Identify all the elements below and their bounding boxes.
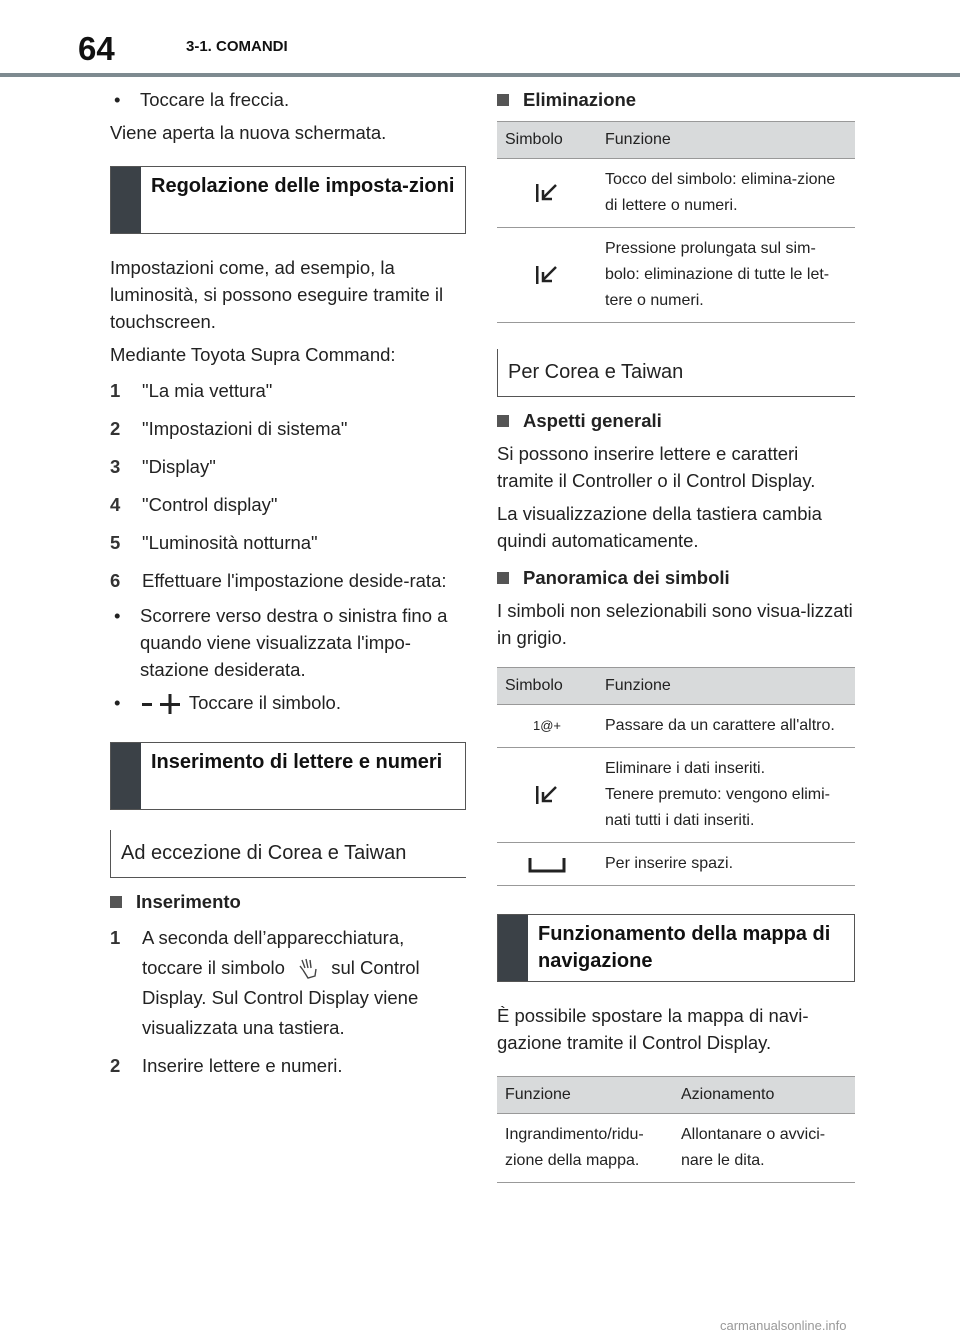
table-row: Tocco del simbolo: elimina-zione di lettere o numeri.: [497, 159, 855, 228]
page-header: [0, 0, 960, 78]
keyboard-hand-icon: [298, 958, 318, 980]
subsection-heading: Per Corea e Taiwan: [497, 349, 855, 397]
paragraph: Viene aperta la nuova schermata.: [110, 122, 387, 143]
paragraph: La visualizzazione della tastiera cambia quindi automaticamente.: [497, 503, 822, 551]
table-header: Azionamento: [673, 1077, 855, 1114]
delete-icon: [534, 264, 560, 286]
delete-icon: [534, 784, 560, 806]
section-heading: Regolazione delle imposta-zioni: [151, 175, 455, 197]
paragraph: Si possono inserire lettere e caratteri tramite il Controller o il Control Display.: [497, 443, 816, 491]
left-column: [110, 86, 466, 1081]
right-column: [497, 86, 855, 1183]
section-heading-box: [497, 914, 855, 982]
table-row: 1@+ Passare da un carattere all'altro.: [497, 705, 855, 748]
table-header: Funzione: [597, 122, 855, 159]
bullet-item: • Scorrere verso destra o sinistra fino a quando viene visualizzata l'impo-stazione desiderata.: [114, 605, 448, 680]
char-switch-icon: 1@+: [532, 718, 562, 733]
table-header: Simbolo: [497, 668, 597, 705]
bullet-item: • Toccare la freccia.: [114, 89, 290, 110]
table-header: Funzione: [497, 1077, 673, 1114]
subheading: Inserimento: [110, 888, 466, 915]
table-header: Simbolo: [497, 122, 597, 159]
minus-plus-icon: [140, 694, 184, 714]
step-item: 4 "Control display": [110, 494, 278, 515]
step-item: 2 "Impostazioni di sistema": [110, 418, 348, 439]
section-heading: Inserimento di lettere e numeri: [151, 751, 443, 773]
step-item: 2 Inserire lettere e numeri.: [110, 1055, 343, 1076]
subheading: Eliminazione: [497, 86, 855, 113]
step-item: 1 A seconda dell’apparecchiatura, toccare il simbolo sul Control Display. Sul Control Display viene visualizzata una tastiera.: [110, 927, 420, 1038]
symbol-table: [497, 121, 855, 323]
step-item: 1 "La mia vettura": [110, 380, 273, 401]
symbol-table: [497, 667, 855, 886]
table-row: Ingrandimento/ridu-zione della mappa. Allontanare o avvici-nare le dita.: [497, 1114, 855, 1183]
watermark: carmanualsonline.info: [720, 1318, 847, 1333]
section-heading-box: [110, 166, 466, 234]
subheading: Aspetti generali: [497, 407, 855, 434]
step-item: 5 "Luminosità notturna": [110, 532, 318, 553]
section-label: 3-1. COMANDI: [186, 38, 288, 55]
step-item: 6 Effettuare l'impostazione deside-rata:: [110, 570, 447, 591]
section-heading: Funzionamento della mappa di navigazione: [538, 923, 831, 972]
paragraph: È possibile spostare la mappa di navi-gazione tramite il Control Display.: [497, 1005, 809, 1053]
paragraph: Mediante Toyota Supra Command:: [110, 344, 396, 365]
subheading: Panoramica dei simboli: [497, 564, 855, 591]
table-row: Per inserire spazi.: [497, 843, 855, 886]
delete-icon: [534, 182, 560, 204]
page-number: 64: [78, 30, 115, 67]
function-table: [497, 1076, 855, 1183]
paragraph: I simboli non selezionabili sono visua-lizzati in grigio.: [497, 600, 853, 648]
section-heading-box: [110, 742, 466, 810]
step-item: 3 "Display": [110, 456, 216, 477]
table-row: Pressione prolungata sul sim-bolo: eliminazione di tutte le let-tere o numeri.: [497, 228, 855, 323]
paragraph: Impostazioni come, ad esempio, la luminosità, si possono eseguire tramite il touchscreen.: [110, 257, 444, 332]
bullet-item: • Toccare il simbolo.: [114, 692, 341, 713]
step-list: [110, 376, 466, 596]
table-row: Eliminare i dati inseriti. Tenere premuto: vengono elimi-nati tutti i dati inseriti.: [497, 748, 855, 843]
subsection-heading: Ad eccezione di Corea e Taiwan: [110, 830, 466, 878]
table-header: Funzione: [597, 668, 855, 705]
space-icon: [527, 854, 567, 874]
header-divider: [0, 73, 960, 77]
